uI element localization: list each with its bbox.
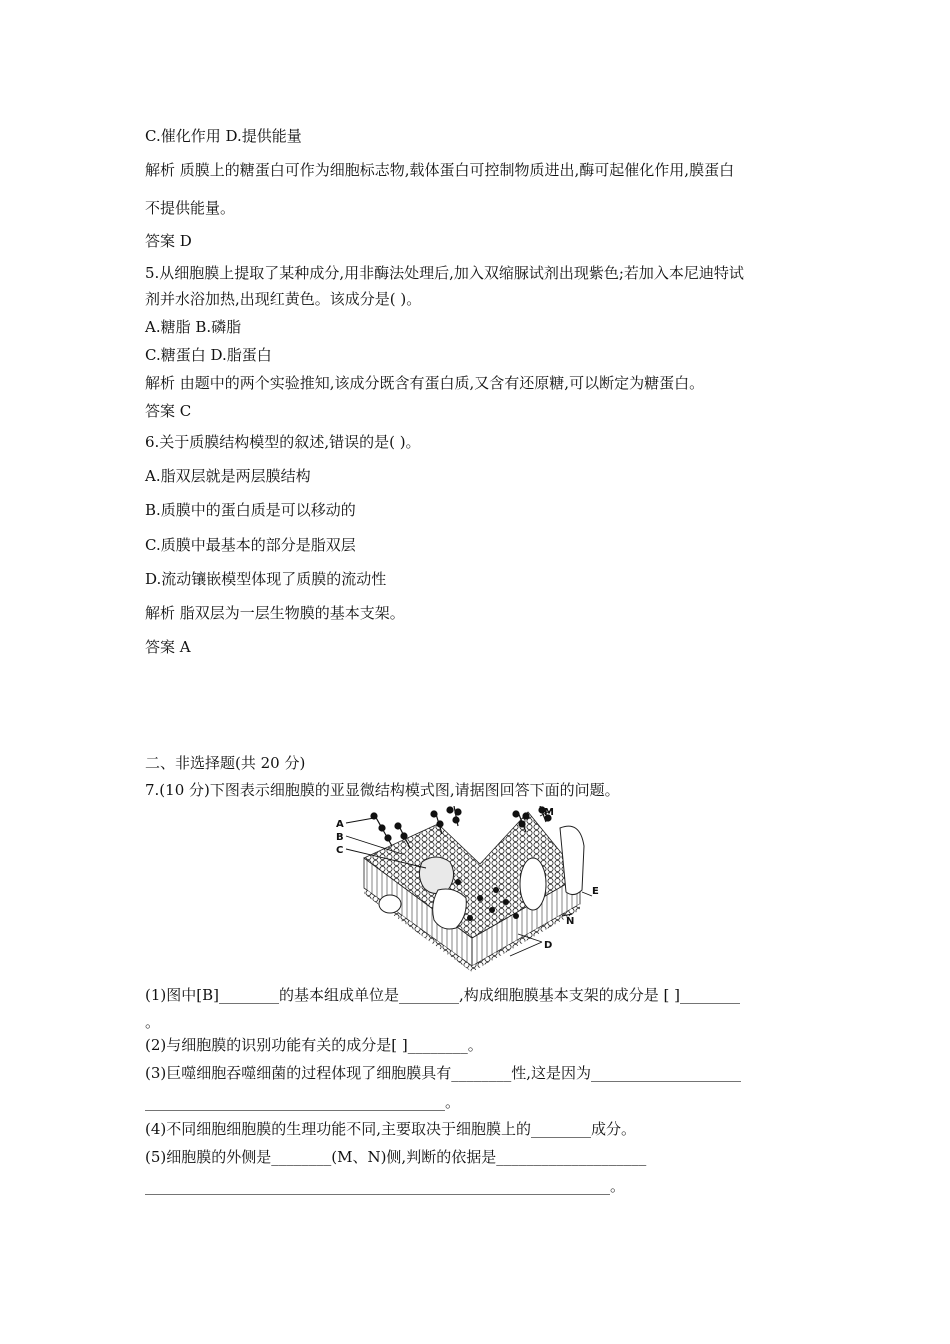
text-line: 。	[145, 1013, 161, 1031]
question-part-3: (3)巨噬细胞吞噬细菌的过程体现了细胞膜具有________性,这是因为____________________	[145, 1064, 742, 1082]
answer-line: ______________________________________________________________。	[145, 1177, 626, 1195]
diagram-label-m: M	[544, 807, 554, 818]
text-line: 解析 质膜上的糖蛋白可作为细胞标志物,载体蛋白可控制物质进出,酶可起催化作用,膜蛋白	[145, 161, 735, 179]
text-line: 解析 脂双层为一层生物膜的基本支架。	[145, 604, 405, 622]
text-line: 答案 C	[145, 402, 192, 420]
diagram-label-d: D	[544, 940, 553, 951]
text-line: A.脂双层就是两层膜结构	[145, 467, 311, 485]
text-line: 答案 D	[145, 232, 192, 250]
text-line: B.质膜中的蛋白质是可以移动的	[145, 501, 356, 519]
cell-membrane-diagram	[330, 806, 610, 972]
text-line: 解析 由题中的两个实验推知,该成分既含有蛋白质,又含有还原糖,可以断定为糖蛋白。	[145, 374, 705, 392]
text-line: C.糖蛋白 D.脂蛋白	[145, 346, 272, 364]
text-line: 剂并水浴加热,出现红黄色。该成分是( )。	[145, 290, 422, 308]
question-part-5: (5)细胞膜的外侧是________(M、N)侧,判断的依据是____________________	[145, 1148, 647, 1166]
text-line: A.糖脂 B.磷脂	[145, 318, 242, 336]
diagram-label-a: A	[336, 819, 344, 830]
text-line: 5.从细胞膜上提取了某种成分,用非酶法处理后,加入双缩脲试剂出现紫色;若加入本尼迪特试	[145, 264, 744, 282]
question-part-1: (1)图中[B]________的基本组成单位是________,构成细胞膜基本支架的成分是 [ ]________	[145, 986, 740, 1004]
text-line: 答案 A	[145, 638, 191, 656]
question-stem: 7.(10 分)下图表示细胞膜的亚显微结构模式图,请据图回答下面的问题。	[145, 781, 620, 799]
text-line: C.催化作用 D.提供能量	[145, 127, 302, 145]
question-part-4: (4)不同细胞细胞膜的生理功能不同,主要取决于细胞膜上的________成分。	[145, 1120, 637, 1138]
text-line: D.流动镶嵌模型体现了质膜的流动性	[145, 570, 387, 588]
answer-line: ________________________________________。	[145, 1093, 461, 1111]
text-line: 不提供能量。	[145, 199, 236, 217]
diagram-label-b: B	[336, 832, 344, 843]
text-line: C.质膜中最基本的部分是脂双层	[145, 536, 356, 554]
question-part-2: (2)与细胞膜的识别功能有关的成分是[ ]________。	[145, 1036, 483, 1054]
diagram-label-n: N	[566, 916, 575, 927]
section-heading: 二、非选择题(共 20 分)	[145, 754, 306, 772]
diagram-label-e: E	[592, 886, 599, 897]
text-line: 6.关于质膜结构模型的叙述,错误的是( )。	[145, 433, 421, 451]
diagram-label-c: C	[336, 845, 344, 856]
